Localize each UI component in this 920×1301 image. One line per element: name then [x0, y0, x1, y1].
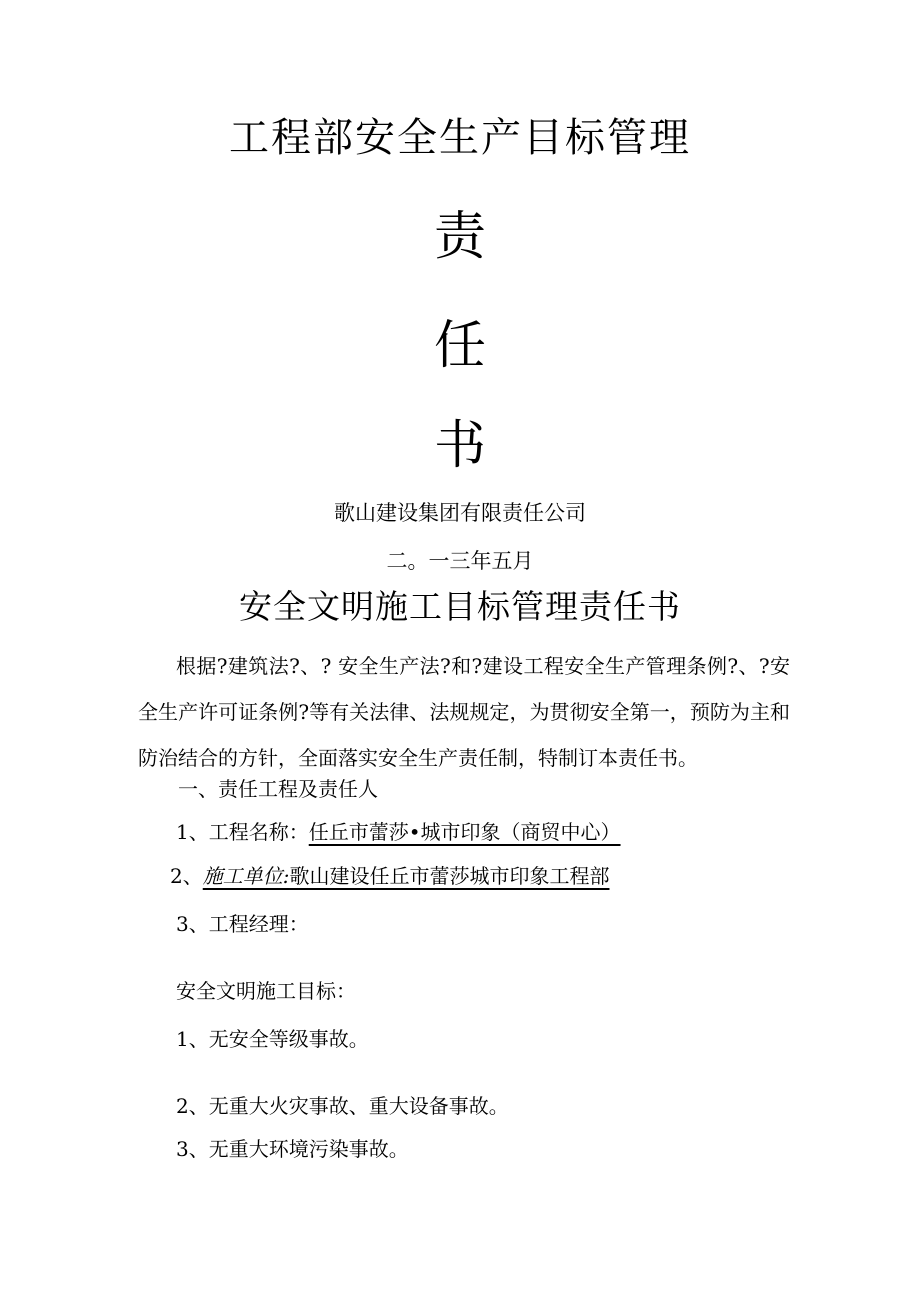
construction-unit-line: [170, 866, 609, 886]
project-name-value: 任丘市蕾莎•城市印象（商贸中心）: [308, 820, 621, 844]
construction-unit-label: 施工单位:: [202, 864, 290, 888]
project-manager-line: 3、工程经理：: [176, 912, 309, 936]
goal-item-2: 2、无重大火灾事故、重大设备事故。: [176, 1094, 509, 1118]
cover-char-ren: 任: [433, 316, 486, 376]
intro-paragraph: 根据?建筑法?、? 安全生产法?和?建设工程安全生产管理条例?、?安全生产许可证条例?等有关法律、法规规定，为贯彻安全第一，预防为主和防治结合的方针，全面落实安全生产责任制，特制订本责任书。: [138, 654, 790, 770]
cover-char-shu: 书: [433, 416, 486, 476]
document-title: 安全文明施工目标管理责任书: [239, 587, 681, 626]
project-name-line: [176, 822, 621, 842]
cover-title: 工程部安全生产目标管理: [229, 115, 691, 161]
goals-heading: 安全文明施工目标：: [176, 979, 356, 1003]
project-name-label: 1、工程名称：: [176, 820, 309, 844]
construction-unit-prefix: 2、: [170, 864, 203, 888]
section-heading-responsibility: 一、责任工程及责任人: [178, 777, 378, 801]
cover-char-ze: 责: [433, 207, 486, 267]
goal-item-3: 3、无重大环境污染事故。: [176, 1137, 409, 1161]
construction-unit-value: 歌山建设任丘市蕾莎城市印象工程部: [289, 864, 610, 888]
goal-item-1: 1、无安全等级事故。: [176, 1027, 369, 1051]
company-name: 歌山建设集团有限责任公司: [334, 501, 586, 525]
document-date: 二。一三年五月: [386, 549, 534, 573]
